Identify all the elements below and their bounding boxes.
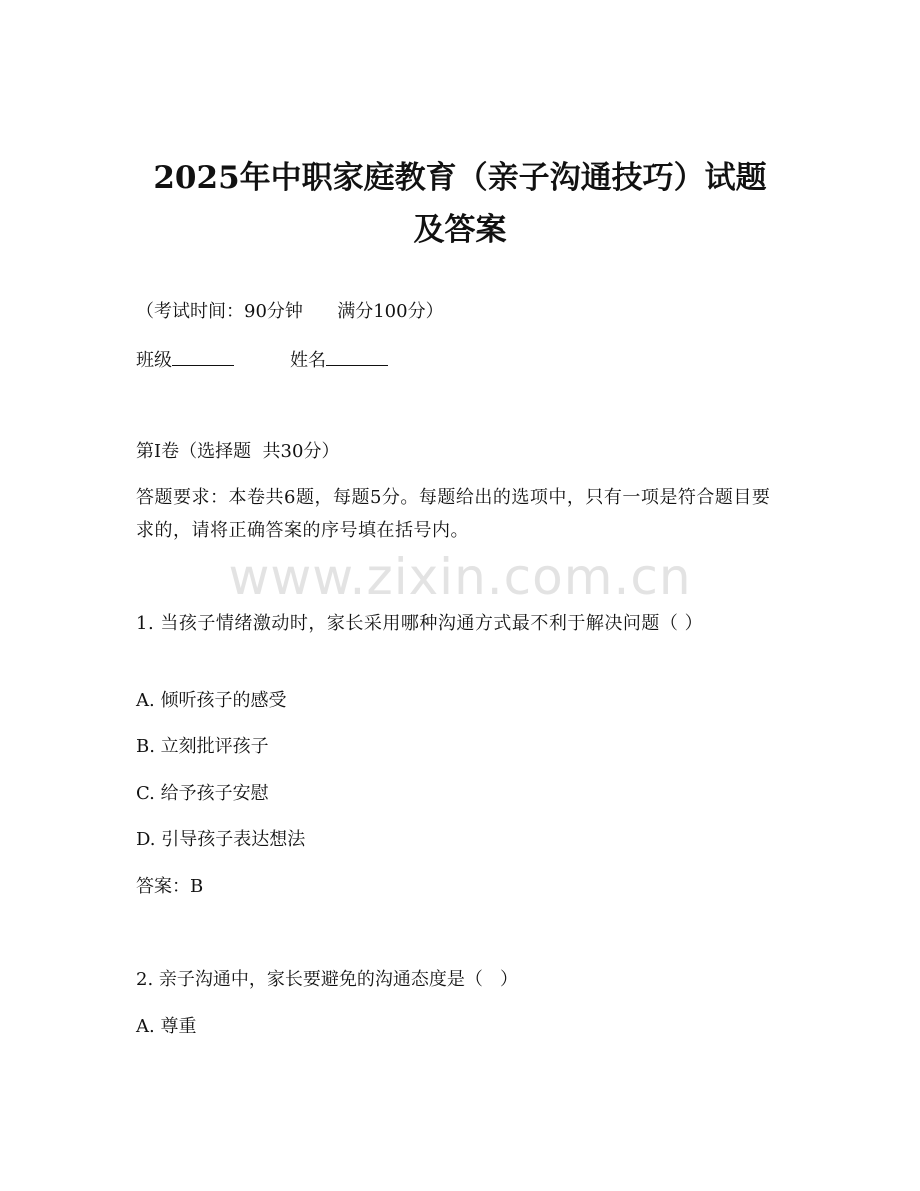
question-1-option-c: C. 给予孩子安慰 xyxy=(136,783,269,804)
question-1-option-d: D. 引导孩子表达想法 xyxy=(136,829,306,850)
document-title-line-1: 2025年中职家庭教育（亲子沟通技巧）试题 xyxy=(153,160,767,196)
question-1-option-b: B. 立刻批评孩子 xyxy=(136,736,269,757)
section-title: 第I卷（选择题 共30分） xyxy=(136,441,340,462)
question-1-answer: 答案：B xyxy=(136,876,204,897)
question-1-option-a: A. 倾听孩子的感受 xyxy=(136,690,287,711)
question-2-option-a: A. 尊重 xyxy=(136,1016,197,1037)
instructions: 答题要求：本卷共6题，每题5分。每题给出的选项中，只有一项是符合题目要求的，请将正确答案的序号填在括号内。 xyxy=(136,487,771,541)
name-label: 姓名 xyxy=(290,350,326,371)
question-1-stem: 1. 当孩子情绪激动时，家长采用哪种沟通方式最不利于解决问题（ ） xyxy=(136,613,704,634)
question-2-stem: 2. 亲子沟通中，家长要避免的沟通态度是（ ） xyxy=(136,969,519,990)
exam-info: （考试时间：90分钟 满分100分） xyxy=(136,301,444,322)
watermark: www.zixin.com.cn xyxy=(228,548,692,606)
document-title-line-2: 及答案 xyxy=(413,212,507,248)
student-info-row xyxy=(136,347,388,375)
class-blank xyxy=(172,347,234,366)
name-blank xyxy=(326,347,388,366)
class-label: 班级 xyxy=(136,350,172,371)
